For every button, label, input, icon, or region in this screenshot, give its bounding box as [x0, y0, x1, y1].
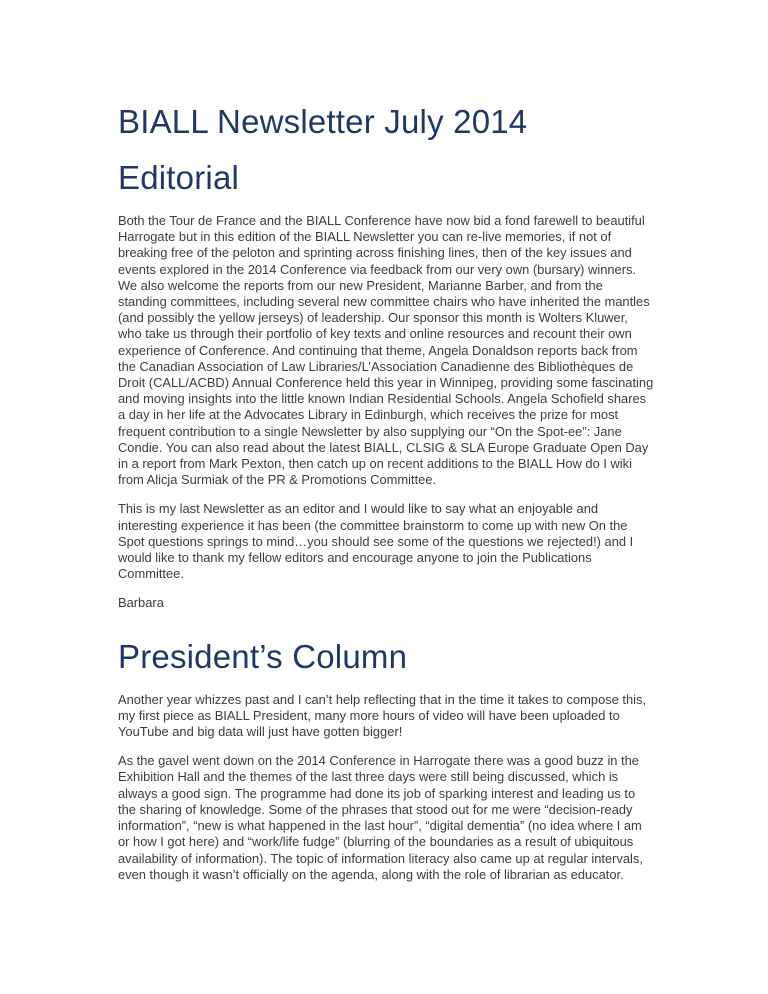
presidents-column-paragraph-2: As the gavel went down on the 2014 Conference in Harrogate there was a good buzz in the Exhibition Hall and the themes of the last three days were still being discussed, which is always a good sign. The programme had done its job of sparking interest and leading us to the sharing of knowledge. Some of the phrases that stood out for me were “decision-ready information”, “new is what happened in the last hour”, “digital dementia” (no idea where I am or how I got here) and “work/life fudge” (blurring of the boundaries as a result of ubiquitous availability of information). The topic of information literacy also came up at regular intervals, even though it wasn’t officially on the agenda, along with the role of librarian as educator. — [118, 753, 643, 882]
section-heading-presidents-column: President’s Column — [118, 637, 408, 675]
editorial-paragraph-2: This is my last Newsletter as an editor and I would like to say what an enjoyable and interesting experience it has been (the committee brainstorm to come up with new On the Spot questions springs to mind…you should see some of the questions we rejected!) and I would like to thank my fellow editors and encourage anyone to join the Publications Committee. — [118, 501, 634, 582]
editor-signature: Barbara — [118, 595, 164, 611]
document-title: BIALL Newsletter July 2014 — [118, 103, 528, 140]
editorial-paragraph-1: Both the Tour de France and the BIALL Conference have now bid a fond farewell to beautiful Harrogate but in this edition of the BIALL Newsletter you can re-live memories, if not of breaking free of the peloton and sprinting across finishing lines, then of the key issues and events explored in the 2014 Conference via feedback from our very own (bursary) winners. We also welcome the reports from our new President, Marianne Barber, and from the standing committees, including several new committee chairs who have inherited the mantles (and possibly the yellow jerseys) of leadership. Our sponsor this month is Wolters Kluwer, who take us through their portfolio of key texts and online resources and recount their own experience of Conference. And continuing that theme, Angela Donaldson reports back from the Canadian Association of Law Libraries/L’Association Canadienne des Bibliothèques de Droit (CALL/ACBD) Annual Conference held this year in Winnipeg, providing some fascinating and moving insights into the little known Indian Residential Schools. Angela Schofield shares a day in her life at the Advocates Library in Edinburgh, which receives the prize for most frequent contribution to a single Newsletter by also supplying our “On the Spot-ee”: Jane Condie. You can also read about the latest BIALL, CLSIG & SLA Europe Graduate Open Day in a report from Mark Pexton, then catch up on recent additions to the BIALL How do I wiki from Alicja Surmiak of the PR & Promotions Committee. — [118, 213, 654, 488]
presidents-column-paragraph-1: Another year whizzes past and I can’t help reflecting that in the time it takes to compose this, my first piece as BIALL President, many more hours of video will have been uploaded to YouTube and big data will just have gotten bigger! — [118, 691, 647, 740]
section-heading-editorial: Editorial — [118, 159, 240, 196]
